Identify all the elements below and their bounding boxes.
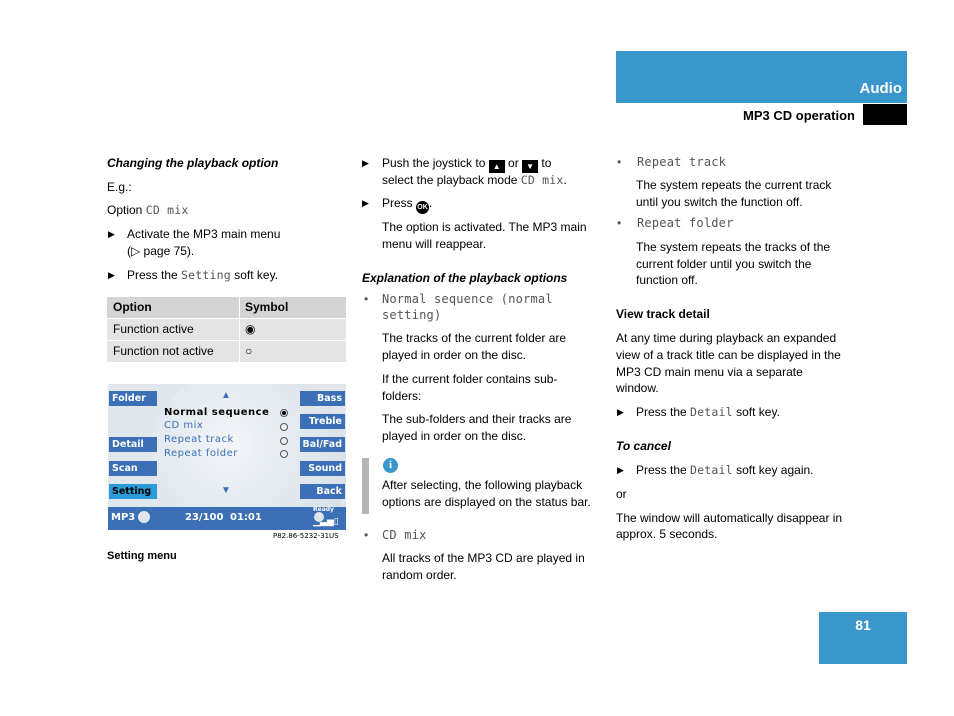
- table-header-row: [107, 297, 346, 318]
- paragraph-line: function off.: [636, 273, 698, 287]
- option-line: [107, 202, 188, 219]
- step-press-setting: [127, 267, 278, 284]
- menu-item-repeat-folder: Repeat folder: [164, 448, 238, 459]
- step-arrow-icon: ▶: [362, 198, 369, 208]
- eg-label: E.g.:: [107, 180, 132, 194]
- softkey-treble: Treble: [300, 414, 345, 429]
- paragraph-line: approx. 5 seconds.: [616, 527, 718, 541]
- paragraph-line: window.: [616, 381, 659, 395]
- step-select-mode: [382, 172, 567, 189]
- step-text: Press the: [636, 463, 691, 477]
- info-icon: i: [383, 458, 398, 473]
- softkey-bal-fad: Bal/Fad: [300, 437, 345, 452]
- header-marker: [863, 104, 907, 125]
- paragraph-line: folders:: [382, 389, 422, 403]
- step-arrow-icon: ▶: [362, 158, 369, 168]
- step-text: select the playback mode: [382, 173, 521, 187]
- paragraph-line: The option is activated. The MP3 main: [382, 220, 587, 234]
- option-normal-sequence: Normal sequence (normal: [382, 292, 553, 306]
- setting-menu-screen: [108, 384, 346, 530]
- section-title: Audio: [859, 80, 902, 97]
- option-value: CD mix: [145, 203, 189, 217]
- step-text: .: [563, 173, 567, 187]
- paragraph-line: The sub-folders and their tracks are: [382, 412, 572, 426]
- detail-key-code: Detail: [690, 463, 733, 477]
- paragraph-line: At any time during playback an expanded: [616, 331, 837, 345]
- table-cell-option: Function active: [113, 322, 194, 336]
- option-label: Option: [107, 203, 146, 217]
- table-row: [107, 341, 346, 362]
- softkey-setting: Setting: [109, 484, 157, 499]
- step-text: or: [504, 156, 523, 170]
- bullet-icon: •: [617, 155, 622, 169]
- table-cell-option: Function not active: [113, 344, 214, 358]
- step-text: Press the: [127, 268, 182, 282]
- info-text: After selecting, the following playback: [382, 478, 583, 492]
- step-text: .: [429, 196, 433, 210]
- info-text: options are displayed on the status bar.: [382, 495, 591, 509]
- paragraph-line: played in order on the disc.: [382, 348, 527, 362]
- setting-key-code: Setting: [181, 268, 231, 282]
- menu-item-normal-sequence: Normal sequence: [164, 407, 270, 418]
- softkey-sound: Sound: [300, 461, 345, 476]
- paragraph-line: The tracks of the current folder are: [382, 331, 567, 345]
- scroll-up-icon: ▲: [221, 390, 231, 401]
- step-arrow-icon: ▶: [108, 270, 115, 280]
- info-bar: [362, 458, 369, 514]
- step-text: soft key.: [732, 405, 780, 419]
- table-header-option: Option: [113, 300, 152, 314]
- figure-caption: Setting menu: [107, 550, 177, 562]
- option-normal-sequence-cont: setting): [382, 308, 442, 322]
- subsection-title: MP3 CD operation: [743, 108, 855, 123]
- step-activate: Activate the MP3 main menu: [127, 227, 281, 241]
- paragraph-line: If the current folder contains sub-: [382, 372, 558, 386]
- status-time: 01:01: [230, 512, 262, 523]
- heading-to-cancel: To cancel: [616, 439, 671, 453]
- option-repeat-folder: Repeat folder: [637, 216, 734, 230]
- step-arrow-icon: ▶: [617, 465, 624, 475]
- step-text: Push the joystick to: [382, 156, 489, 170]
- heading-explanation: Explanation of the playback options: [362, 271, 568, 285]
- heading-view-track-detail: View track detail: [616, 307, 710, 321]
- cd-icon: [138, 511, 150, 523]
- radio-inactive-icon: [280, 437, 288, 445]
- table-header-symbol: Symbol: [239, 297, 346, 318]
- step-press-ok: [382, 195, 432, 214]
- option-cd-mix: CD mix: [382, 528, 427, 542]
- step-press-detail: [636, 404, 780, 421]
- paragraph-line: random order.: [382, 568, 457, 582]
- paragraph-line: The system repeats the current track: [636, 178, 832, 192]
- step-text: soft key again.: [732, 463, 814, 477]
- step-activate-ref: (▷ page 75).: [127, 244, 195, 258]
- softkey-scan: Scan: [109, 461, 157, 476]
- softkey-bass: Bass: [300, 391, 345, 406]
- softkey-detail: Detail: [109, 437, 157, 452]
- or-text: or: [616, 487, 627, 501]
- status-ready: Ready: [313, 506, 334, 513]
- paragraph-line: The system repeats the tracks of the: [636, 240, 831, 254]
- radio-inactive-icon: [280, 423, 288, 431]
- step-arrow-icon: ▶: [108, 229, 115, 239]
- bullet-icon: •: [617, 216, 622, 230]
- step-arrow-icon: ▶: [617, 407, 624, 417]
- step-text: Press the: [636, 405, 691, 419]
- menu-item-repeat-track: Repeat track: [164, 434, 234, 445]
- paragraph-line: MP3 CD main menu via a separate: [616, 365, 803, 379]
- paragraph-line: played in order on the disc.: [382, 429, 527, 443]
- bullet-icon: •: [364, 528, 369, 542]
- table-row: [107, 319, 346, 340]
- option-repeat-track: Repeat track: [637, 155, 727, 169]
- softkey-back: Back: [300, 484, 345, 499]
- joystick-up-icon: ▲: [489, 160, 505, 173]
- detail-key-code: Detail: [690, 405, 733, 419]
- joystick-down-icon: ▼: [522, 160, 538, 173]
- step-push-joystick: [382, 155, 551, 173]
- table-cell-symbol: ○: [239, 341, 346, 362]
- softkey-folder: Folder: [109, 391, 157, 406]
- status-track: 23/100: [185, 512, 224, 523]
- status-bar: [108, 507, 346, 530]
- bullet-icon: •: [364, 292, 369, 306]
- page-number: 81: [819, 612, 907, 664]
- table-cell-symbol: ◉: [239, 319, 346, 340]
- figure-code: P82.86-5232-31US: [273, 532, 339, 540]
- step-press-detail-again: [636, 462, 814, 479]
- option-symbol-table: [107, 297, 346, 363]
- signal-icon: ▁▃▅▯: [313, 517, 339, 527]
- step-text: soft key.: [230, 268, 279, 282]
- ok-button-icon: OK: [416, 201, 429, 214]
- paragraph-line: All tracks of the MP3 CD are played in: [382, 551, 585, 565]
- menu-item-cd-mix: CD mix: [164, 420, 204, 431]
- paragraph-line: until you switch the function off.: [636, 195, 803, 209]
- step-text: Press: [382, 196, 417, 210]
- paragraph-line: menu will reappear.: [382, 237, 487, 251]
- scroll-down-icon: ▼: [221, 485, 231, 496]
- radio-inactive-icon: [280, 450, 288, 458]
- status-source: MP3: [111, 512, 136, 523]
- mode-code: CD mix: [520, 173, 564, 187]
- paragraph-line: current folder until you switch the: [636, 257, 812, 271]
- paragraph-line: The window will automatically disappear in: [616, 511, 843, 525]
- radio-active-icon: [280, 409, 288, 417]
- paragraph-line: view of a track title can be displayed in the: [616, 348, 841, 362]
- step-text: to: [538, 156, 552, 170]
- heading-changing-option: Changing the playback option: [107, 156, 279, 170]
